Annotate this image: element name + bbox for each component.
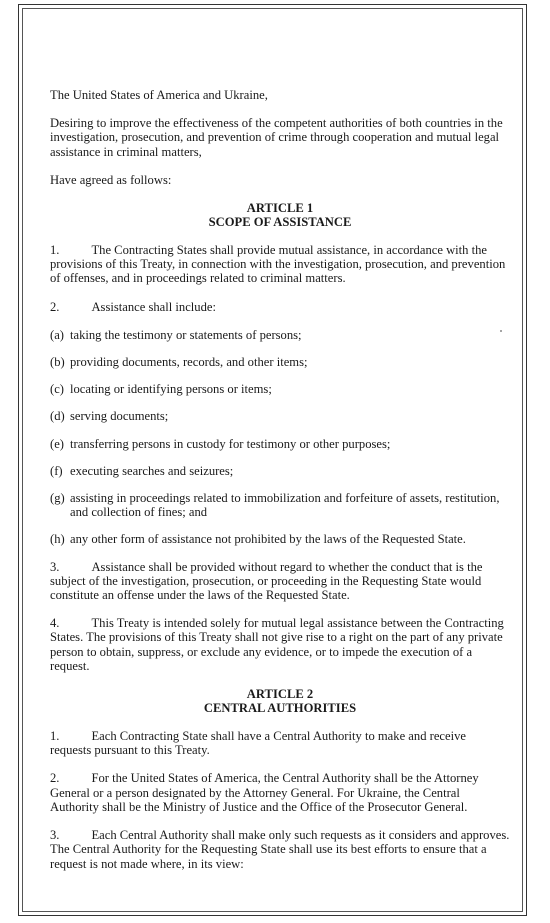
intro-parties: The United States of America and Ukraine,: [50, 88, 268, 102]
list-item: [50, 491, 510, 519]
item-text: providing documents, records, and other items;: [70, 355, 308, 370]
para-text: Assistance shall be provided without regard to whether the conduct that is the subject of the investigation, prosecution, or proceeding in the Requesting State would constitute an offense under the laws of the Requested State.: [50, 559, 483, 603]
article-1-para-4: [50, 616, 510, 673]
article-1-para-3: [50, 560, 510, 603]
article-2-heading: [50, 687, 510, 715]
para-text: This Treaty is intended solely for mutual legal assistance between the Contracting States. The provisions of this Treaty shall not give rise to a right on the part of any private person to obtain, suppress, or exclude any evidence, or to impede the execution of a request.: [50, 616, 504, 673]
item-label: (g): [50, 491, 65, 506]
item-label: (a): [50, 327, 64, 342]
item-label: (c): [50, 382, 64, 397]
item-text: locating or identifying persons or items;: [70, 382, 272, 397]
item-label: (h): [50, 532, 65, 547]
article-1-heading: [50, 201, 510, 229]
para-number: 4.: [50, 616, 60, 631]
item-label: (f): [50, 463, 63, 478]
article-1-para-2: [50, 300, 510, 314]
article-2-para-2: [50, 771, 510, 814]
article-2-number: ARTICLE 2: [246, 687, 314, 702]
article-2-para-3: [50, 828, 510, 871]
para-number: 2.: [50, 299, 60, 314]
treaty-text: [50, 88, 510, 885]
para-number: 3.: [50, 828, 60, 843]
item-text: assisting in proceedings related to immobilization and forfeiture of assets, restitution, and collection of fines; and: [70, 491, 500, 520]
article-1-number: ARTICLE 1: [246, 201, 314, 216]
article-2-title: CENTRAL AUTHORITIES: [203, 701, 357, 716]
para-text: Assistance shall include:: [91, 299, 216, 314]
item-text: executing searches and seizures;: [70, 463, 234, 478]
item-label: (b): [50, 355, 65, 370]
list-item: [50, 464, 510, 478]
list-item: [50, 355, 510, 369]
para-text: For the United States of America, the Central Authority shall be the Attorney General or a person designated by the Attorney General. For Ukraine, the Central Authority shall be the Ministry of Justice and the Office of the Prosecutor General.: [50, 771, 479, 814]
article-1-title: SCOPE OF ASSISTANCE: [208, 215, 352, 230]
item-text: transferring persons in custody for testimony or other purposes;: [70, 436, 391, 451]
para-text: The Contracting States shall provide mutual assistance, in accordance with the provisions of this Treaty, in connection with the investigation, prosecution, and prevention of offenses, and in proceedings related to criminal matters.: [50, 243, 506, 286]
article-1-para-1: [50, 243, 510, 286]
para-number: 1.: [50, 729, 60, 744]
list-item: [50, 328, 510, 342]
item-text: serving documents;: [70, 409, 169, 424]
para-text: Each Contracting State shall have a Central Authority to make and receive requests pursuant to this Treaty.: [50, 729, 466, 758]
item-label: (e): [50, 436, 64, 451]
para-number: 1.: [50, 243, 60, 258]
list-item: [50, 437, 510, 451]
item-label: (d): [50, 409, 65, 424]
list-item: [50, 532, 510, 546]
article-2-para-1: [50, 729, 510, 757]
list-item: [50, 382, 510, 396]
item-text: any other form of assistance not prohibited by the laws of the Requested State.: [70, 532, 466, 547]
para-number: 3.: [50, 559, 60, 574]
intro-desiring: Desiring to improve the effectiveness of the competent authorities of both countries in the investigation, prosecution, and prevention of crime through cooperation and mutual legal assistance in criminal matters,: [50, 116, 503, 159]
list-item: [50, 409, 510, 423]
item-text: taking the testimony or statements of persons;: [70, 327, 302, 342]
para-text: Each Central Authority shall make only such requests as it considers and approves. The Central Authority for the Requesting State shall use its best efforts to ensure that a request is not made where, in its view:: [50, 828, 510, 871]
para-number: 2.: [50, 771, 60, 786]
intro-agreed: Have agreed as follows:: [50, 172, 172, 187]
